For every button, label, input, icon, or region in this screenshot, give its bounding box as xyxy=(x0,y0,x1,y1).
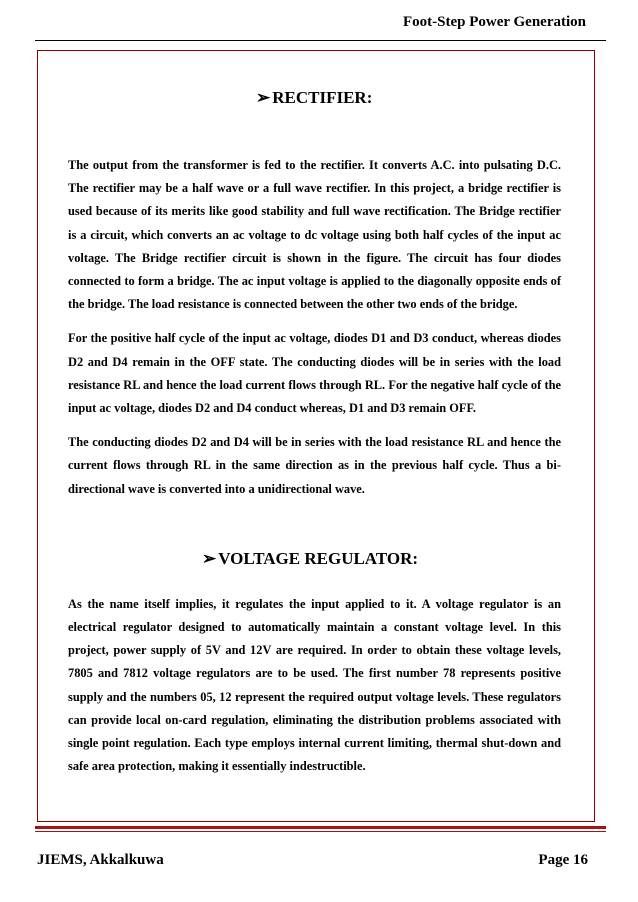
voltage-regulator-paragraph-1: As the name itself implies, it regulates the input applied to it. A voltage regulator is an electrical regulator designed to automatically maintain a constant voltage level. In this project, power supply of 5V and 12V are required. In order to obtain these voltage levels, 7805 and 7812 voltage regulators are to be used. The first number 78 represents positive supply and the numbers 05, 12 represent the required output voltage levels. These regulators can provide local on-card regulation, eliminating the distribution problems associated with single point regulation. Each type employs internal current limiting, thermal shut-down and safe area protection, making it essentially indestructible. xyxy=(68,596,561,774)
page-content xyxy=(68,88,561,789)
voltage-regulator-heading xyxy=(202,549,561,569)
rectifier-paragraph-2: For the positive half cycle of the input ac voltage, diodes D1 and D3 conduct, whereas diodes D2 and D4 remain in the OFF state. The conducting diodes will be in series with the load resistance RL and hence the load current flows through RL. For the negative half cycle of the input ac voltage, diodes D2 and D4 conduct whereas, D1 and D3 remain OFF. xyxy=(68,331,561,416)
rectifier-heading xyxy=(256,88,561,108)
arrow-bullet-icon: ➢ xyxy=(256,88,271,107)
header-rule xyxy=(35,40,606,41)
rectifier-paragraph-1: The output from the transformer is fed to the rectifier. It converts A.C. into pulsating D.C. The rectifier may be a half wave or a full wave rectifier. In this project, a bridge rectifier is used because of its merits like good stability and full wave rectification. The Bridge rectifier is a circuit, which converts an ac voltage to dc voltage using both half cycles of the input ac voltage. The Bridge rectifier circuit is shown in the figure. The circuit has four diodes connected to form a bridge. The ac input voltage is applied to the diagonally opposite ends of the bridge. The load resistance is connected between the other two ends of the bridge. xyxy=(68,158,561,312)
footer-page-number: Page 16 xyxy=(538,852,588,868)
footer-institute: JIEMS, Akkalkuwa xyxy=(37,852,164,868)
rectifier-paragraph-3: The conducting diodes D2 and D4 will be in series with the load resistance RL and hence the current flows through RL in the same direction as in the previous half cycle. Thus a bi-directional wave is converted into a unidirectional wave. xyxy=(68,435,561,496)
rectifier-heading-text: RECTIFIER: xyxy=(272,88,373,107)
running-header-title: Foot-Step Power Generation xyxy=(402,14,586,30)
footer-rule xyxy=(35,826,606,829)
arrow-bullet-icon: ➢ xyxy=(202,548,217,568)
voltage-regulator-heading-text: VOLTAGE REGULATOR: xyxy=(218,548,419,568)
footer-rule-thin xyxy=(35,831,606,832)
